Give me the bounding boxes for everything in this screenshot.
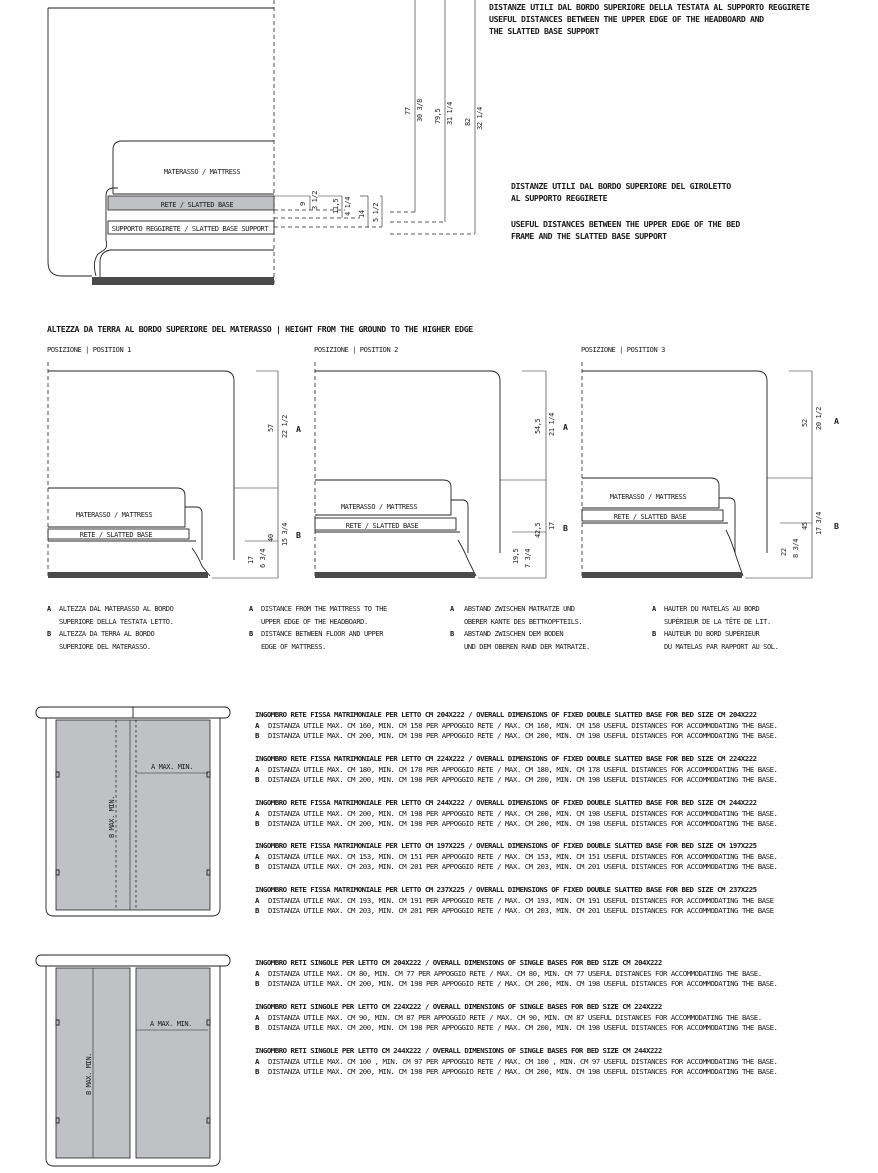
legend-fr-b: HAUTEUR DU BORD SUPÉRIEUR xyxy=(664,630,760,638)
single-spec-3-b: DISTANZA UTILE MAX. CM 200, MIN. CM 198 PER APPOGGIO RETE / MAX. CM 200, MIN. CM 198 USEFUL DISTANCES FOR ACCOMMODATING THE BASE. xyxy=(268,1067,778,1076)
double-base-plan xyxy=(36,707,230,916)
position-3-a-cm: 52 xyxy=(801,419,809,427)
position-1-c-cm: 17 xyxy=(247,556,255,564)
svg-text:A: A xyxy=(255,765,259,774)
frame-note-it-2: AL SUPPORTO REGGIRETE xyxy=(511,193,608,203)
headboard-outline xyxy=(48,8,92,276)
single-spec-2-b: DISTANZA UTILE MAX. CM 200, MIN. CM 198 PER APPOGGIO RETE / MAX. CM 200, MIN. CM 198 USEFUL DISTANCES FOR ACCOMMODATING THE BASE. xyxy=(268,1023,778,1032)
double-spec-3-b: DISTANZA UTILE MAX. CM 200, MIN. CM 198 PER APPOGGIO RETE / MAX. CM 200, MIN. CM 198 USEFUL DISTANCES FOR ACCOMMODATING THE BASE. xyxy=(268,819,778,828)
legend-fr-b2: DU MATELAS PAR RAPPORT AU SOL. xyxy=(664,643,779,651)
position-3-b-cm: 45 xyxy=(801,522,809,530)
single-spec-1-b: DISTANZA UTILE MAX. CM 200, MIN. CM 198 PER APPOGGIO RETE / MAX. CM 200, MIN. CM 198 USEFUL DISTANCES FOR ACCOMMODATING THE BASE. xyxy=(268,979,778,988)
svg-text:B: B xyxy=(255,1067,259,1076)
double-spec-1-a: DISTANZA UTILE MAX. CM 160, MIN. CM 158 PER APPOGGIO RETE / MAX. CM 160, MIN. CM 158 USEFUL DISTANCES FOR ACCOMMODATING THE BASE. xyxy=(268,721,778,730)
svg-text:B: B xyxy=(255,731,259,740)
position-3-drawing xyxy=(581,346,839,578)
svg-text:B: B xyxy=(255,775,259,784)
legend-en-b: DISTANCE BETWEEN FLOOR AND UPPER xyxy=(261,630,384,638)
legend-en-a2: UPPER EDGE OF THE HEADBOARD. xyxy=(261,618,368,626)
position-2-marker-a: A xyxy=(563,422,568,432)
double-spec-4-title: INGOMBRO RETE FISSA MATRIMONIALE PER LETTO CM 197X225 / OVERALL DIMENSIONS OF FIXED DOUBLE SLATTED BASE FOR BED SIZE CM 197X225 xyxy=(255,841,757,850)
position-1-base-label: RETE / SLATTED BASE xyxy=(79,531,153,539)
double-spec-2-title: INGOMBRO RETE FISSA MATRIMONIALE PER LETTO CM 224X222 / OVERALL DIMENSIONS OF FIXED DOUBLE SLATTED BASE FOR BED SIZE CM 224X222 xyxy=(255,754,757,763)
double-spec-1-title: INGOMBRO RETE FISSA MATRIMONIALE PER LETTO CM 204X222 / OVERALL DIMENSIONS OF FIXED DOUBLE SLATTED BASE FOR BED SIZE CM 204X222 xyxy=(255,710,757,719)
position-2-label: POSIZIONE | POSITION 2 xyxy=(314,346,398,354)
frame-note-en-1: USEFUL DISTANCES BETWEEN THE UPPER EDGE OF THE BED xyxy=(511,219,740,229)
legend-it-b: ALTEZZA DA TERRA AL BORDO xyxy=(59,630,155,638)
double-spec-5-b: DISTANZA UTILE MAX. CM 203, MIN. CM 201 PER APPOGGIO RETE / MAX. CM 203, MIN. CM 201 USEFUL DISTANCES FOR ACCOMMODATING THE BASE xyxy=(268,906,774,915)
single-specs xyxy=(255,958,778,1076)
double-a-label: A MAX. MIN. xyxy=(151,763,193,771)
double-specs xyxy=(255,710,778,915)
headboard-note-it: DISTANZE UTILI DAL BORDO SUPERIORE DELLA TESTATA AL SUPPORTO REGGIRETE xyxy=(489,2,810,12)
legend-fr-a2: SUPÉRIEUR DE LA TÊTE DE LIT. xyxy=(664,618,771,626)
position-3-label: POSIZIONE | POSITION 3 xyxy=(581,346,665,354)
dim-79: 79,5 xyxy=(434,108,442,124)
single-a-label: A MAX. MIN. xyxy=(150,1020,192,1028)
dim-32: 32 1/4 xyxy=(476,107,484,130)
svg-text:A: A xyxy=(249,605,253,613)
position-1-marker-b: B xyxy=(296,530,301,540)
frame-note-it-1: DISTANZE UTILI DAL BORDO SUPERIORE DEL GIROLETTO xyxy=(511,181,731,191)
position-1-marker-a: A xyxy=(296,424,301,434)
dim-14: 14 xyxy=(358,210,366,218)
legend-fr-a: HAUTER DU MATELAS AU BORD xyxy=(664,605,760,613)
position-1-drawing xyxy=(47,346,301,578)
position-2-b-cm: 42,5 xyxy=(534,522,542,538)
position-3-a-in: 20 1/2 xyxy=(815,407,823,430)
svg-text:B: B xyxy=(450,630,454,638)
position-2-a-cm: 54,5 xyxy=(534,418,542,434)
double-spec-4-b: DISTANZA UTILE MAX. CM 203, MIN. CM 201 PER APPOGGIO RETE / MAX. CM 203, MIN. CM 201 USEFUL DISTANCES FOR ACCOMMODATING THE BASE. xyxy=(268,862,778,871)
dim-30: 30 3/8 xyxy=(416,99,424,122)
position-1-a-cm: 57 xyxy=(267,424,275,432)
position-1-b-cm: 40 xyxy=(267,534,275,542)
position-3-c-in: 8 3/4 xyxy=(792,538,800,558)
headboard-note-en-1: USEFUL DISTANCES BETWEEN THE UPPER EDGE OF THE HEADBOARD AND xyxy=(489,14,764,24)
double-b-label: B MAX. MIN. xyxy=(108,796,116,838)
legend-de-b: ABSTAND ZWISCHEN DEM BODEN xyxy=(464,630,564,638)
svg-text:A: A xyxy=(255,852,259,861)
position-3-base-label: RETE / SLATTED BASE xyxy=(613,513,687,521)
dim-31: 31 1/4 xyxy=(446,102,454,125)
legend-it-a2: SUPERIORE DELLA TESTATA LETTO. xyxy=(59,618,174,626)
position-2-b-in: 17 xyxy=(548,522,556,530)
legend-it-b2: SUPERIORE DEL MATERASSO. xyxy=(59,643,151,651)
single-spec-3-a: DISTANZA UTILE MAX. CM 100 , MIN. CM 97 PER APPOGGIO RETE / MAX. CM 100 , MIN. CM 97 USEFUL DISTANCES FOR ACCOMMODATING THE BASE. xyxy=(268,1057,778,1066)
frame-note-en-2: FRAME AND THE SLATTED BASE SUPPORT xyxy=(511,231,667,241)
svg-text:B: B xyxy=(255,862,259,871)
double-spec-3-a: DISTANZA UTILE MAX. CM 200, MIN. CM 198 PER APPOGGIO RETE / MAX. CM 200, MIN. CM 198 USEFUL DISTANCES FOR ACCOMMODATING THE BASE. xyxy=(268,809,778,818)
floor-bar xyxy=(92,277,274,285)
position-2-base-label: RETE / SLATTED BASE xyxy=(345,522,419,530)
double-slatted-base xyxy=(56,720,210,910)
legend-de-b2: UND DEM OBEREN RAND DER MATRATZE. xyxy=(464,643,590,651)
legend-it-a: ALTEZZA DAL MATERASSO AL BORDO xyxy=(59,605,174,613)
svg-text:A: A xyxy=(47,605,51,613)
dim-77: 77 xyxy=(404,107,412,115)
position-3-marker-b: B xyxy=(834,521,839,531)
dim-4: 4 1/4 xyxy=(344,196,352,216)
dim-5: 5 1/2 xyxy=(372,202,380,222)
double-spec-2-b: DISTANZA UTILE MAX. CM 200, MIN. CM 198 PER APPOGGIO RETE / MAX. CM 200, MIN. CM 198 USEFUL DISTANCES FOR ACCOMMODATING THE BASE. xyxy=(268,775,778,784)
svg-text:A: A xyxy=(652,605,656,613)
double-spec-3-title: INGOMBRO RETE FISSA MATRIMONIALE PER LETTO CM 244X222 / OVERALL DIMENSIONS OF FIXED DOUBLE SLATTED BASE FOR BED SIZE CM 244X222 xyxy=(255,798,757,807)
position-1-label: POSIZIONE | POSITION 1 xyxy=(47,346,131,354)
double-spec-4-a: DISTANZA UTILE MAX. CM 153, MIN. CM 151 PER APPOGGIO RETE / MAX. CM 153, MIN. CM 151 USEFUL DISTANCES FOR ACCOMMODATING THE BASE. xyxy=(268,852,778,861)
single-spec-1-title: INGOMBRO RETI SINGOLE PER LETTO CM 204X222 / OVERALL DIMENSIONS OF SINGLE BASES FOR BED SIZE CM 204X222 xyxy=(255,958,662,967)
svg-text:B: B xyxy=(652,630,656,638)
svg-text:A: A xyxy=(450,605,454,613)
position-1-a-in: 22 1/2 xyxy=(281,415,289,438)
position-2-marker-b: B xyxy=(563,523,568,533)
svg-text:B: B xyxy=(255,1023,259,1032)
legend xyxy=(47,605,778,651)
mattress-label: MATERASSO / MATTRESS xyxy=(163,168,241,176)
position-3-c-cm: 22 xyxy=(780,548,788,556)
height-section-title: ALTEZZA DA TERRA AL BORDO SUPERIORE DEL MATERASSO | HEIGHT FROM THE GROUND TO THE HIGHER EDGE xyxy=(47,324,473,334)
position-3-mattress-label: MATERASSO / MATTRESS xyxy=(609,493,687,501)
svg-text:A: A xyxy=(255,1057,259,1066)
slatted-base-label: RETE / SLATTED BASE xyxy=(160,201,234,209)
position-1-b-in: 15 3/4 xyxy=(281,523,289,546)
dim-3: 3 1/2 xyxy=(311,190,319,210)
svg-text:B: B xyxy=(255,819,259,828)
top-section-drawing xyxy=(48,0,810,285)
double-spec-1-b: DISTANZA UTILE MAX. CM 200, MIN. CM 198 PER APPOGGIO RETE / MAX. CM 200, MIN. CM 198 USEFUL DISTANCES FOR ACCOMMODATING THE BASE. xyxy=(268,731,778,740)
legend-de-a2: OBERER KANTE DES BETTKOPFTEILS. xyxy=(464,618,583,626)
svg-text:A: A xyxy=(255,969,259,978)
svg-text:B: B xyxy=(249,630,253,638)
double-spec-5-a: DISTANZA UTILE MAX. CM 193, MIN. CM 191 PER APPOGGIO RETE / MAX. CM 193, MIN. CM 191 USEFUL DISTANCES FOR ACCOMMODATING THE BASE xyxy=(268,896,774,905)
position-1-c-in: 6 3/4 xyxy=(259,548,267,568)
position-2-a-in: 21 1/4 xyxy=(548,413,556,436)
position-2-mattress-label: MATERASSO / MATTRESS xyxy=(340,503,418,511)
support-label: SUPPORTO REGGIRETE / SLATTED BASE SUPPORT xyxy=(111,225,269,233)
double-spec-2-a: DISTANZA UTILE MAX. CM 180, MIN. CM 178 PER APPOGGIO RETE / MAX. CM 180, MIN. CM 178 USEFUL DISTANCES FOR ACCOMMODATING THE BASE. xyxy=(268,765,778,774)
svg-text:B: B xyxy=(255,906,259,915)
position-2-drawing xyxy=(314,346,568,578)
legend-en-b2: EDGE OF MATTRESS. xyxy=(261,643,326,651)
dim-11: 11,5 xyxy=(332,198,340,214)
single-spec-2-title: INGOMBRO RETI SINGOLE PER LETTO CM 224X222 / OVERALL DIMENSIONS OF SINGLE BASES FOR BED SIZE CM 224X222 xyxy=(255,1002,662,1011)
headboard-note-en-2: THE SLATTED BASE SUPPORT xyxy=(489,26,599,36)
position-3-marker-a: A xyxy=(834,416,839,426)
single-spec-3-title: INGOMBRO RETI SINGOLE PER LETTO CM 244X222 / OVERALL DIMENSIONS OF SINGLE BASES FOR BED SIZE CM 244X222 xyxy=(255,1046,662,1055)
legend-en-a: DISTANCE FROM THE MATTRESS TO THE xyxy=(261,605,387,613)
svg-text:A: A xyxy=(255,1013,259,1022)
single-bases-plan xyxy=(36,955,230,1166)
svg-text:A: A xyxy=(255,721,259,730)
position-3-b-in: 17 3/4 xyxy=(815,512,823,535)
svg-text:B: B xyxy=(255,979,259,988)
legend-de-a: ABSTAND ZWISCHEN MATRATZE UND xyxy=(464,605,575,613)
dim-9: 9 xyxy=(299,202,307,206)
double-spec-5-title: INGOMBRO RETE FISSA MATRIMONIALE PER LETTO CM 237X225 / OVERALL DIMENSIONS OF FIXED DOUBLE SLATTED BASE FOR BED SIZE CM 237X225 xyxy=(255,885,757,894)
position-1-mattress-label: MATERASSO / MATTRESS xyxy=(75,511,153,519)
single-spec-2-a: DISTANZA UTILE MAX. CM 90, MIN. CM 87 PER APPOGGIO RETE / MAX. CM 90, MIN. CM 87 USEFUL DISTANCES FOR ACCOMMODATING THE BASE. xyxy=(268,1013,762,1022)
svg-text:B: B xyxy=(47,630,51,638)
single-spec-1-a: DISTANZA UTILE MAX. CM 80, MIN. CM 77 PER APPOGGIO RETE / MAX. CM 80, MIN. CM 77 USEFUL DISTANCES FOR ACCOMMODATING THE BASE. xyxy=(268,969,762,978)
dim-82: 82 xyxy=(464,118,472,126)
single-slatted-base-right xyxy=(136,968,210,1158)
svg-text:A: A xyxy=(255,809,259,818)
position-2-c-cm: 19,5 xyxy=(512,548,520,564)
position-2-c-in: 7 3/4 xyxy=(524,548,532,568)
svg-text:A: A xyxy=(255,896,259,905)
single-b-label: B MAX. MIN. xyxy=(85,1053,93,1095)
